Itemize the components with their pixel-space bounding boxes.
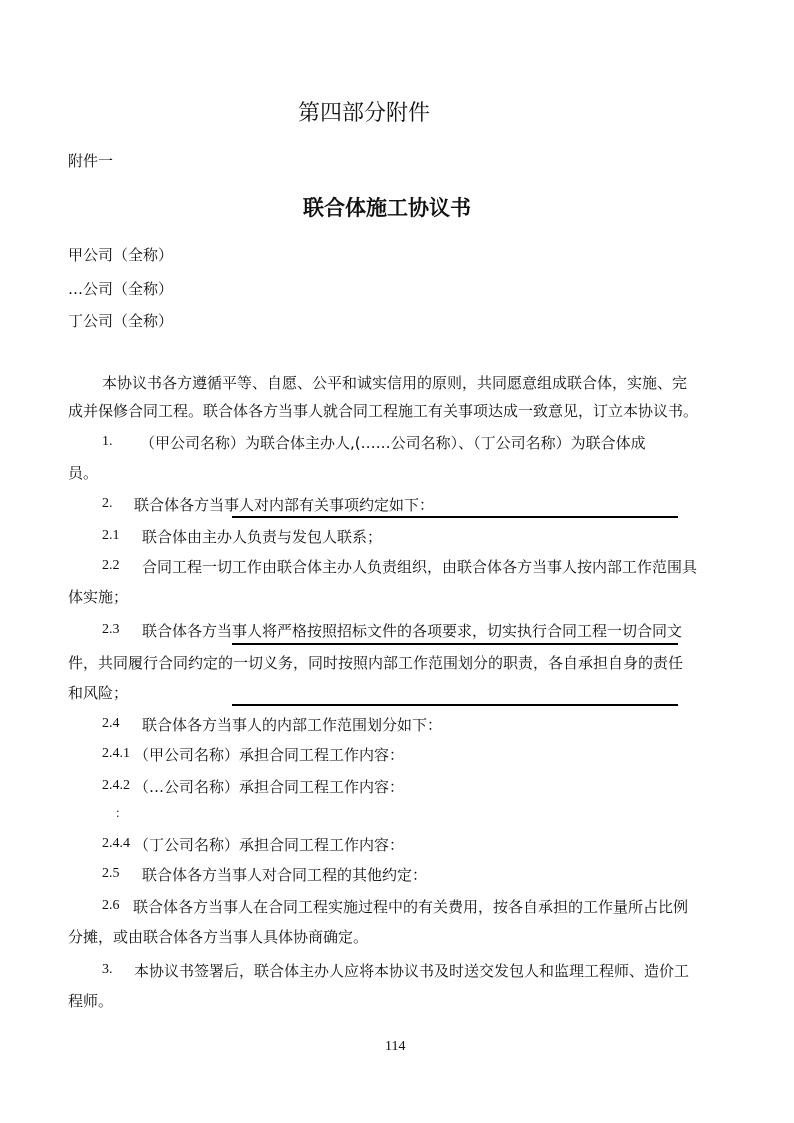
attachment-label: 附件一 bbox=[68, 152, 114, 170]
party-3: 丁公司（全称） bbox=[68, 312, 174, 330]
clause-2-4-text: 联合体各方当事人的内部工作范围划分如下： bbox=[142, 716, 443, 734]
rule-line-2 bbox=[232, 643, 678, 645]
clause-2-4-1-number: 2.4.1 bbox=[102, 746, 130, 761]
clause-3-line-1: 本协议书签署后，联合体主办人应将本协议书及时送交发包人和监理工程师、造价工 bbox=[134, 962, 690, 980]
clause-2-6-line-1: 联合体各方当事人在合同工程实施过程中的有关费用，按各自承担的工作量所占比例 bbox=[133, 898, 689, 916]
clause-2-4-2-number: 2.4.2 bbox=[102, 778, 130, 793]
clause-2-4-1-text: （甲公司名称）承担合同工程工作内容： bbox=[134, 746, 405, 764]
clause-3-number: 3. bbox=[102, 962, 113, 977]
clause-2-4-4-text: （丁公司名称）承担合同工程工作内容： bbox=[134, 836, 405, 854]
clause-2-3-line-2: 件，共同履行合同约定的一切义务，同时按照内部工作范围划分的职责，各自承担自身的责任 bbox=[68, 654, 684, 672]
intro-line-2: 成并保修合同工程。联合体各方当事人就合同工程施工有关事项达成一致意见，订立本协议书。 bbox=[68, 402, 699, 420]
clause-2-3-line-1: 联合体各方当事人将严格按照招标文件的各项要求，切实执行合同工程一切合同文 bbox=[142, 622, 683, 640]
rule-line-1 bbox=[232, 516, 678, 518]
page-number: 114 bbox=[385, 1039, 406, 1054]
clause-2-5-text: 联合体各方当事人对合同工程的其他约定： bbox=[142, 866, 428, 884]
clause-2-2-line-1: 合同工程一切工作由联合体主办人负责组织，由联合体各方当事人按内部工作范围具 bbox=[142, 558, 698, 576]
clause-2-4-number: 2.4 bbox=[102, 716, 120, 731]
party-2: …公司（全称） bbox=[68, 280, 174, 298]
clause-2-6-line-2: 分摊，或由联合体各方当事人具体协商确定。 bbox=[68, 928, 369, 946]
clause-2-1-number: 2.1 bbox=[102, 528, 120, 543]
clause-2-5-number: 2.5 bbox=[102, 866, 120, 881]
clause-2-6-number: 2.6 bbox=[102, 898, 120, 913]
clause-2-2-number: 2.2 bbox=[102, 558, 120, 573]
clause-2-2-line-2: 体实施； bbox=[68, 588, 129, 606]
clause-2-4-2-text: （…公司名称）承担合同工程工作内容： bbox=[134, 778, 405, 796]
part-title: 第四部分附件 bbox=[298, 101, 431, 126]
clause-1-line-1: （甲公司名称）为联合体主办人,(……公司名称）、（丁公司名称）为联合体成 bbox=[140, 434, 646, 452]
agreement-title: 联合体施工协议书 bbox=[303, 195, 471, 220]
clause-3-line-2: 程师。 bbox=[68, 992, 114, 1010]
clause-2-3-number: 2.3 bbox=[102, 622, 120, 637]
party-1: 甲公司（全称） bbox=[68, 246, 174, 264]
clause-2-3-line-3: 和风险； bbox=[68, 684, 129, 702]
clause-1-number: 1. bbox=[102, 434, 113, 449]
clause-2-1-text: 联合体由主办人负责与发包人联系； bbox=[142, 528, 383, 546]
clause-2-text: 联合体各方当事人对内部有关事项约定如下： bbox=[134, 496, 435, 514]
intro-line-1: 本协议书各方遵循平等、自愿、公平和诚实信用的原则，共同愿意组成联合体，实施、完 bbox=[102, 374, 688, 392]
clause-2-4-4-number: 2.4.4 bbox=[102, 836, 130, 851]
rule-line-3 bbox=[232, 704, 678, 706]
clause-1-line-2: 员。 bbox=[68, 464, 99, 482]
ellipsis-mark: ： bbox=[115, 806, 128, 820]
clause-2-number: 2. bbox=[102, 496, 113, 511]
